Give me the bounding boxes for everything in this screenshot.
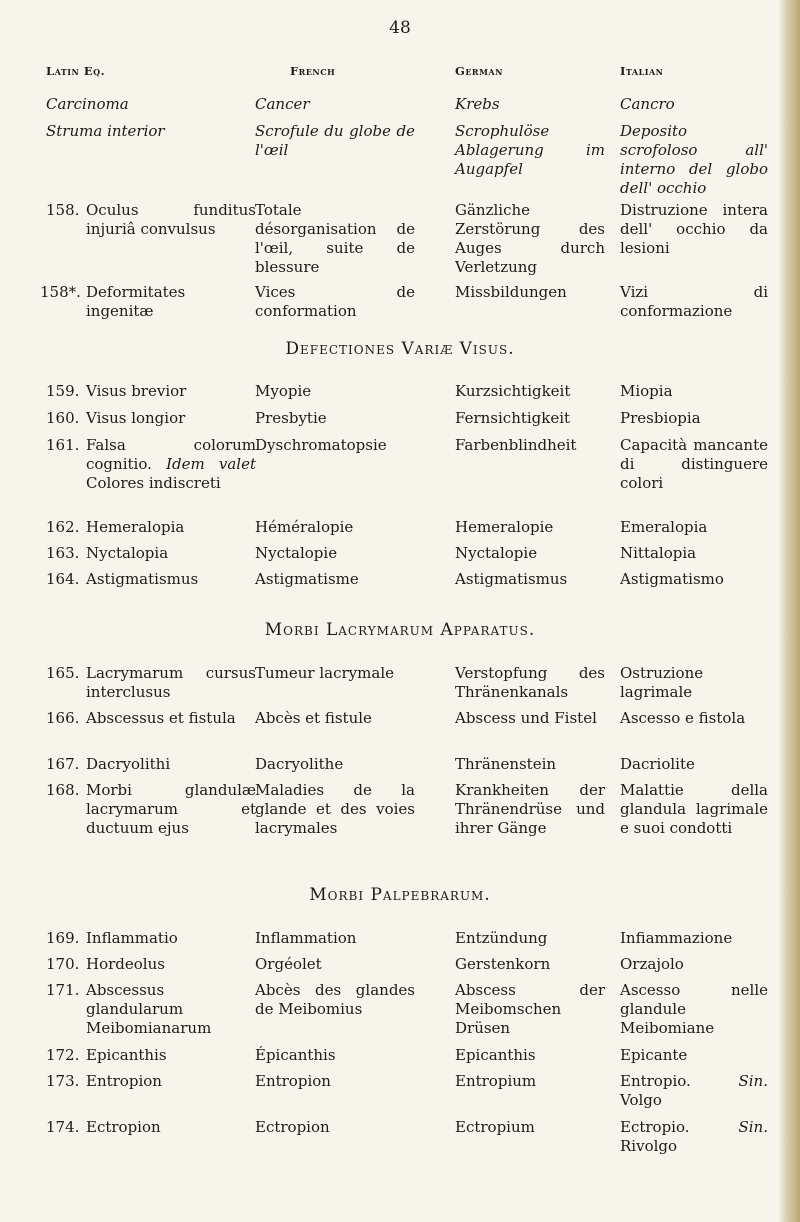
header-latin: Latin Eq. — [46, 64, 106, 78]
german-term: Farbenblindheit — [455, 436, 577, 454]
french-term: Astigmatisme — [255, 570, 359, 588]
french-term: Abcès des glandes de Meibomius — [255, 981, 415, 1018]
italian-term: Infiammazione — [620, 929, 733, 947]
section-title-lacrymarum: Morbi Lacrymarum Apparatus. — [264, 620, 536, 640]
entry-number: 163. — [46, 544, 80, 562]
entry-number: 158. — [46, 201, 80, 219]
french-term: Épicanthis — [255, 1046, 336, 1064]
french-term: Abcès et fistule — [255, 709, 372, 727]
french-term: Presbytie — [255, 409, 327, 427]
french-term: Inflammation — [255, 929, 357, 947]
italian-term: Capacità mancante di distinguere colori — [620, 436, 768, 492]
entry-number: 165. — [46, 664, 80, 682]
italian-term: Ascesso nelle glandule Meibomiane — [620, 981, 768, 1037]
column-headers — [0, 64, 800, 84]
italian-term: Ostruzione lagrimale — [620, 664, 704, 701]
italian-term-part: Ectropio. — [620, 1118, 690, 1136]
latin-term: Ectropion — [86, 1118, 161, 1136]
german-term: Kurzsichtigkeit — [455, 382, 571, 400]
latin-term: Nyctalopia — [86, 544, 169, 562]
latin-term: Visus brevior — [86, 382, 187, 400]
italian-term: Presbiopia — [620, 409, 701, 427]
latin-term: Abscessus glandularum Meibomianarum — [86, 981, 212, 1037]
german-term: Hemeralopie — [455, 518, 554, 536]
german-term: Krankheiten der Thränendrüse und ihrer Gänge — [455, 781, 605, 837]
latin-term: Entropion — [86, 1072, 162, 1090]
entry-number: 167. — [46, 755, 80, 773]
latin-term: Dacryolithi — [86, 755, 171, 773]
italian-term: Miopia — [620, 382, 673, 400]
french-term: Orgéolet — [255, 955, 322, 973]
latin-term: Astigmatismus — [86, 570, 199, 588]
latin-term: Deformitates ingenitæ — [86, 283, 186, 320]
italian-term: Emeralopia — [620, 518, 708, 536]
french-term: Entropion — [255, 1072, 331, 1090]
latin-idem-valet: Idem valet — [166, 455, 256, 473]
latin-term: Morbi glandulæ lacrymarum et ductuum ejus — [86, 781, 256, 837]
italian-term: Distruzione intera dell' occhio da lesioni — [620, 201, 768, 257]
italian-sin-abbrev: Sin. — [738, 1118, 768, 1136]
entry-number: 164. — [46, 570, 80, 588]
german-term: Entzündung — [455, 929, 548, 947]
french-term: Maladies de la glande et des voies lacrymales — [255, 781, 415, 837]
page-edge-shadow — [778, 0, 800, 1222]
latin-term: Oculus funditus injuriâ convulsus — [86, 201, 256, 238]
german-term: Nyctalopie — [455, 544, 538, 562]
french-term: Nyctalopie — [255, 544, 338, 562]
italian-term: Vizi di conformazione — [620, 283, 768, 320]
latin-term — [86, 436, 256, 493]
latin-term: Hemeralopia — [86, 518, 185, 536]
entry-number: 159. — [46, 382, 80, 400]
page-number: 48 — [389, 18, 411, 38]
latin-term: Lacrymarum cursus interclusus — [86, 664, 256, 701]
latin-term: Inflammatio — [86, 929, 178, 947]
french-term: Ectropion — [255, 1118, 330, 1136]
italian-term — [620, 1118, 768, 1156]
french-term: Vices de conformation — [255, 283, 415, 320]
italian-term-part: Entropio. — [620, 1072, 691, 1090]
german-term: Thränenstein — [455, 755, 557, 773]
german-term: Abscess und Fistel — [455, 709, 597, 727]
german-term: Epicanthis — [455, 1046, 536, 1064]
entry-number: 158*. — [40, 283, 81, 301]
latin-term: Visus longior — [86, 409, 186, 427]
french-term: Scrofule du globe de l'œil — [255, 122, 415, 159]
entry-number: 171. — [46, 981, 80, 999]
italian-term: Ascesso e fistola — [620, 709, 746, 727]
entry-number: 173. — [46, 1072, 80, 1090]
german-term: Abscess der Meibomschen Drüsen — [455, 981, 605, 1037]
entry-number: 162. — [46, 518, 80, 536]
italian-term: Epicante — [620, 1046, 688, 1064]
german-term: Ectropium — [455, 1118, 535, 1136]
italian-term: Deposito scrofoloso all' interno del globo dell' occhio — [620, 122, 768, 197]
latin-term: Epicanthis — [86, 1046, 167, 1064]
latin-term: Abscessus et fistula — [86, 709, 236, 727]
section-title-defectiones: Defectiones Variæ Visus. — [285, 339, 515, 359]
italian-term-part: Rivolgo — [620, 1137, 678, 1155]
german-term: Fernsichtigkeit — [455, 409, 571, 427]
entry-number: 166. — [46, 709, 80, 727]
latin-term-part: Colores indiscreti — [86, 474, 221, 492]
german-term: Astigmatismus — [455, 570, 568, 588]
entry-number: 161. — [46, 436, 80, 454]
french-term: Héméralopie — [255, 518, 354, 536]
entry-number: 169. — [46, 929, 80, 947]
italian-term: Cancro — [620, 95, 675, 113]
german-term: Verstopfung des Thränenkanals — [455, 664, 605, 701]
french-term: Tumeur lacrymale — [255, 664, 394, 682]
french-term: Cancer — [255, 95, 310, 113]
header-german: German — [455, 64, 503, 78]
entry-number: 174. — [46, 1118, 80, 1136]
entry-number: 170. — [46, 955, 80, 973]
italian-term-part: Volgo — [620, 1091, 662, 1109]
german-term: Krebs — [455, 95, 500, 113]
latin-term: Carcinoma — [46, 95, 129, 113]
italian-term: Astigmatismo — [620, 570, 724, 588]
german-term: Gerstenkorn — [455, 955, 551, 973]
entry-number: 172. — [46, 1046, 80, 1064]
header-italian: Italian — [620, 64, 664, 78]
italian-term: Malattie della glandula lagrimale e suoi condotti — [620, 781, 768, 837]
italian-term: Orzajolo — [620, 955, 684, 973]
french-term: Dyschromatopsie — [255, 436, 387, 454]
latin-term-part: Falsa colorum cognitio. — [86, 436, 256, 473]
german-term: Missbildungen — [455, 283, 567, 301]
section-title-palpebrarum: Morbi Palpebrarum. — [309, 885, 491, 905]
entry-number: 168. — [46, 781, 80, 799]
italian-term: Dacriolite — [620, 755, 695, 773]
italian-term — [620, 1072, 768, 1110]
french-term: Myopie — [255, 382, 312, 400]
german-term: Gänzliche Zerstörung des Auges durch Verletzung — [455, 201, 605, 276]
italian-sin-abbrev: Sin. — [738, 1072, 768, 1090]
header-french: French — [290, 64, 336, 78]
italian-term: Nittalopia — [620, 544, 697, 562]
latin-term: Struma interior — [46, 122, 165, 140]
entry-number: 160. — [46, 409, 80, 427]
german-term: Entropium — [455, 1072, 537, 1090]
german-term: Scrophulöse Ablagerung im Augapfel — [455, 122, 605, 178]
french-term: Dacryolithe — [255, 755, 344, 773]
latin-term: Hordeolus — [86, 955, 165, 973]
french-term: Totale désorganisation de l'œil, suite de blessure — [255, 201, 415, 276]
